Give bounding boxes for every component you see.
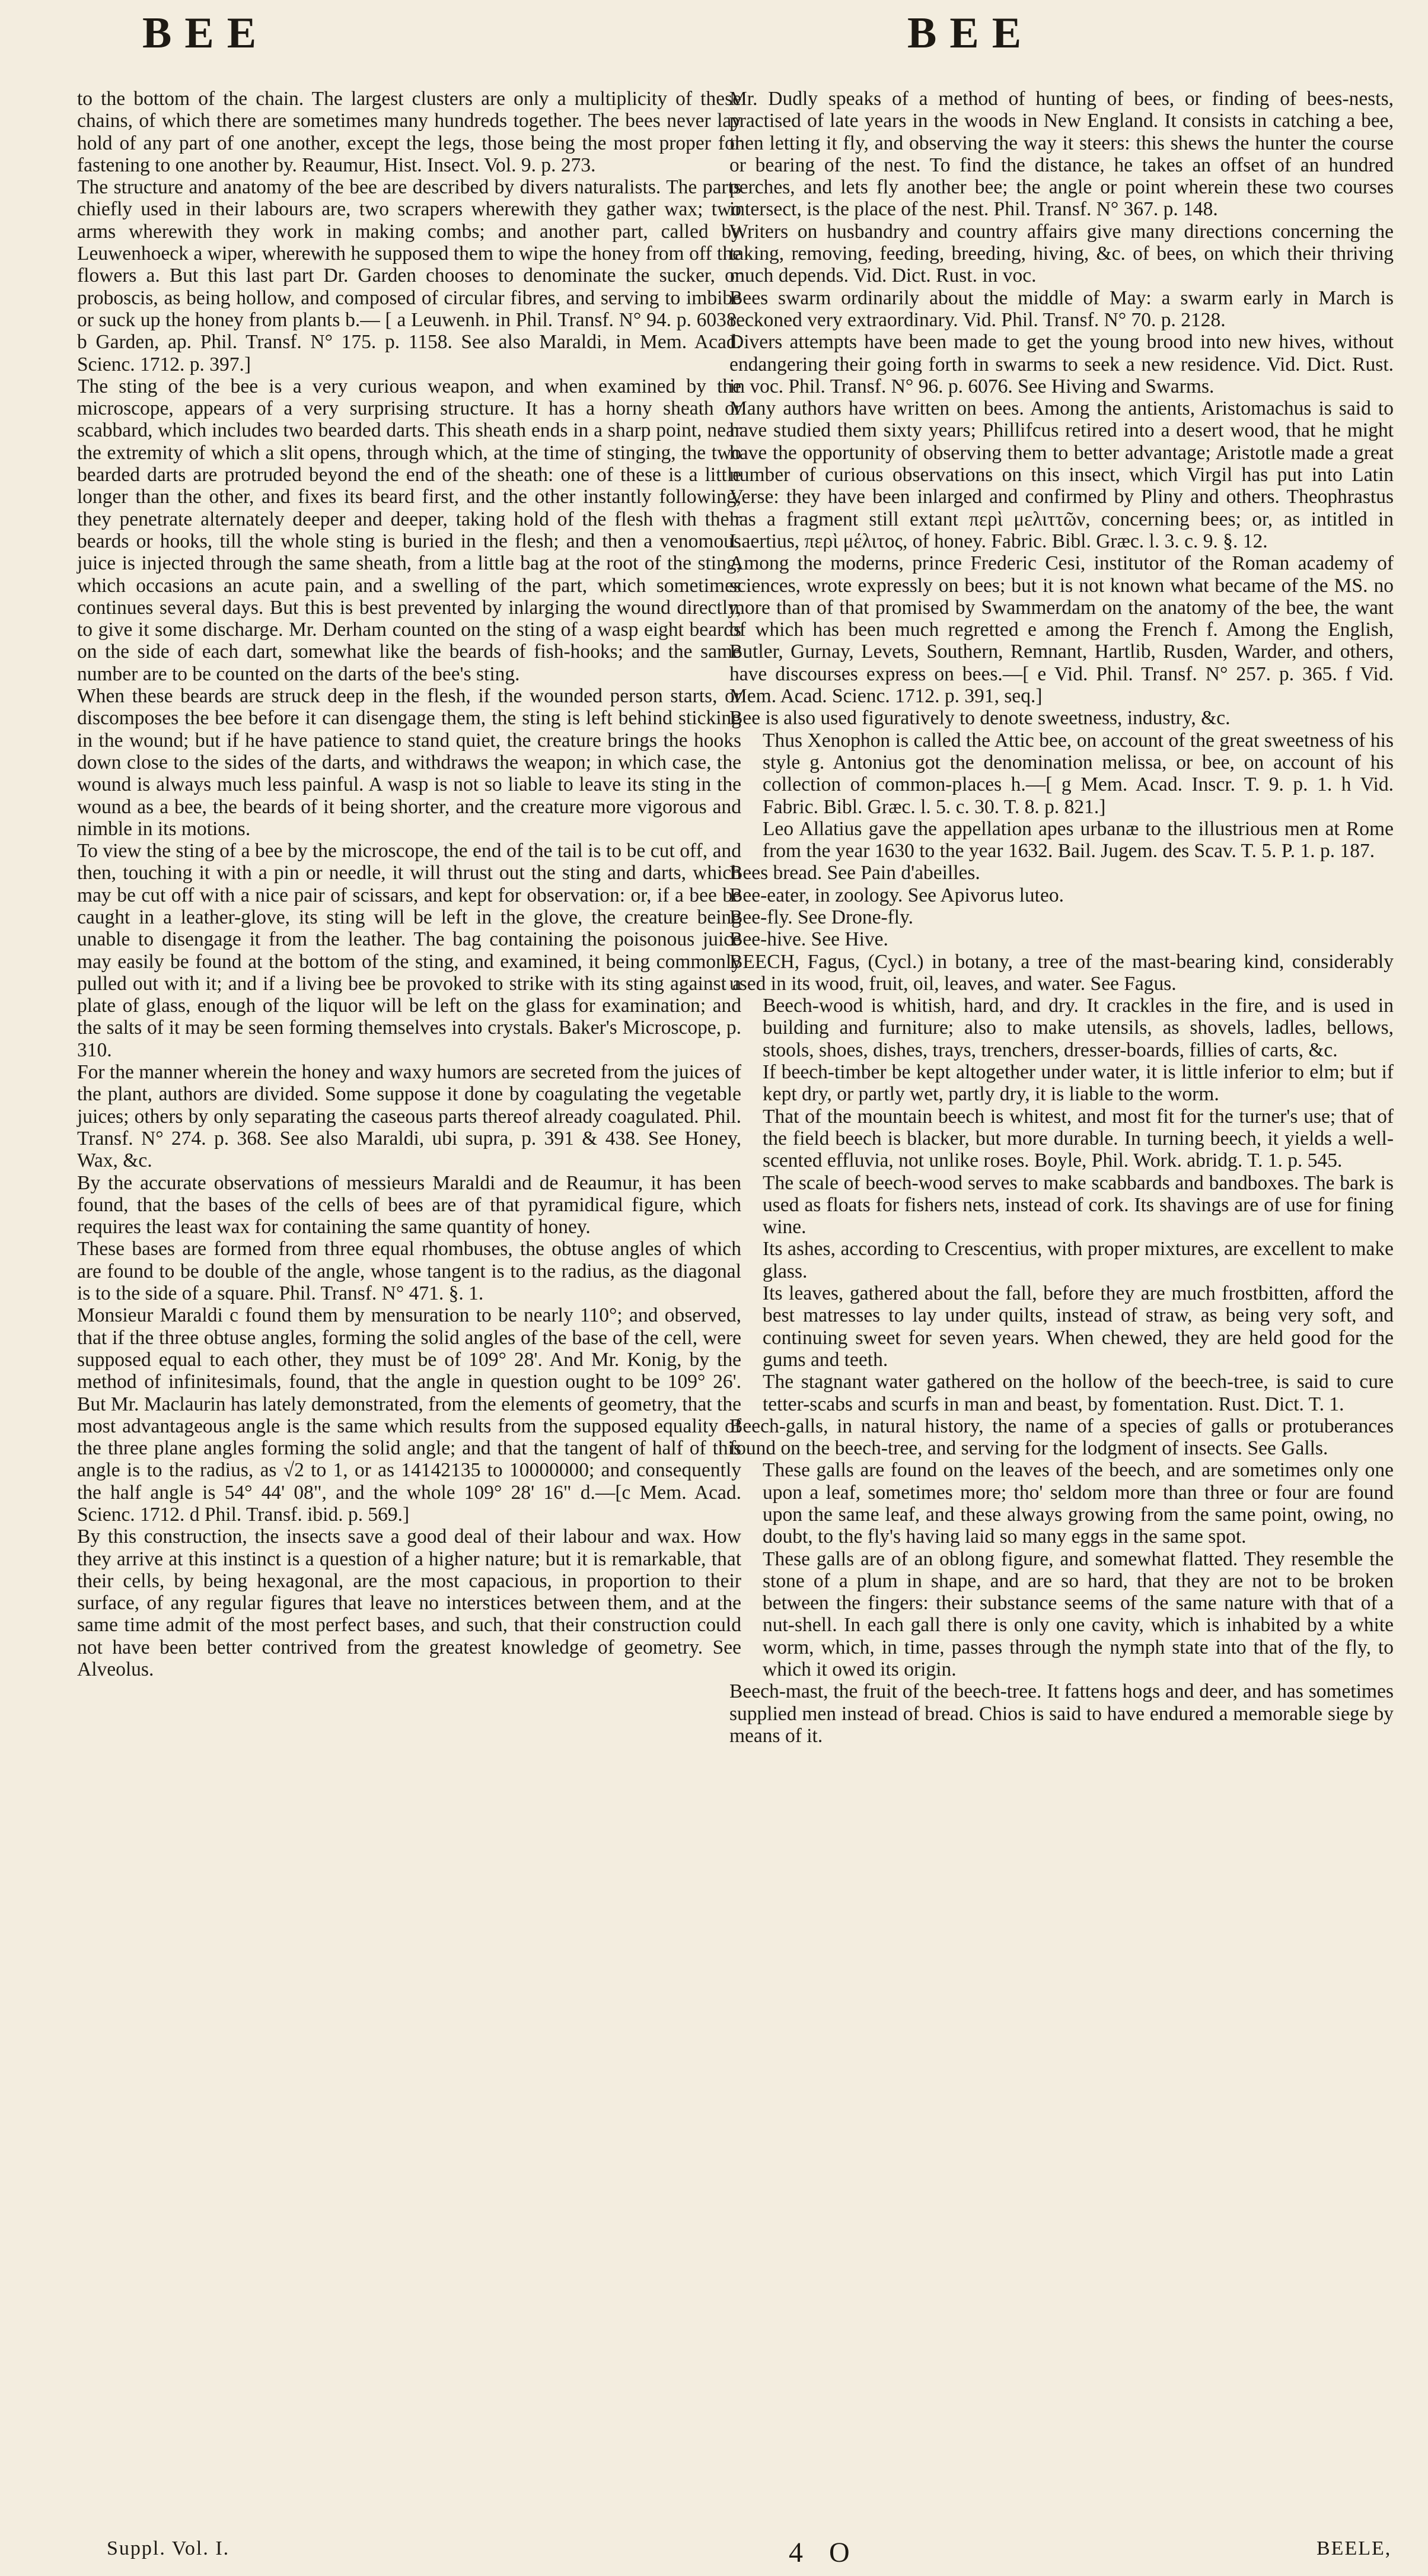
catchword: BEELE,	[1317, 2537, 1392, 2559]
entry-beech-mast: Beech-mast, the fruit of the beech-tree. It fattens hogs and deer, and has sometimes supplied men instead of bread. Chios is said to have endured a memorable siege by means of it.	[729, 1680, 1394, 1747]
running-head-left: BEE	[142, 9, 270, 58]
paragraph: Among the moderns, prince Frederic Cesi, institutor of the Roman academy of sciences, wrote expressly on bees; but it is not known what became of the MS. no more than of that promised by Swammerdam on the anatomy of the bee, the want of which has been much regretted e among the French f. Among the English, Butler, Gurnay, Levets, Southern, Remnant, Hartlib, Rusden, Warder, and others, have discourses express on bees.—[ e Vid. Phil. Transf. N° 257. p. 365. f Vid. Mem. Acad. Scienc. 1712. p. 391, seq.]	[729, 552, 1394, 708]
paragraph: Its leaves, gathered about the fall, before they are much frostbitten, afford the best matresses to lay under quilts, instead of straw, as being very soft, and continuing sweet for seven years. When chewed, they are held good for the gums and teeth.	[763, 1282, 1394, 1371]
paragraph: By this construction, the insects save a good deal of their labour and wax. How they arrive at this instinct is a question of a higher nature; but it is remarkable, that their cells, by being hexagonal, are the most capacious, in proportion to their surface, of any regular figures that leave no interstices between them, and at the same time admit of the most perfect bases, and such, that their construction could not have been better contrived from the greatest knowledge of geometry. See Alveolus.	[77, 1526, 741, 1681]
paragraph: That of the mountain beech is whitest, and most fit for the turner's use; that of the field beech is blacker, but more durable. In turning beech, it yields a well-scented effluvia, not unlike roses. Boyle, Phil. Work. abridg. T. 1. p. 545.	[763, 1105, 1394, 1172]
paragraph: When these beards are struck deep in the flesh, if the wounded person starts, or discomposes the bee before it can disengage them, the sting is left behind sticking in the wound; but if he have patience to stand quiet, the creature brings the hooks down close to the sides of the darts, and withdraws the weapon; in which case, the wound is always much less painful. A wasp is not so liable to leave its sting in the wound as a bee, the beards of it being shorter, and the creature more vigorous and nimble in its motions.	[77, 685, 741, 840]
right-column	[729, 88, 1394, 1747]
paragraph: To view the sting of a bee by the microscope, the end of the tail is to be cut off, and then, touching it with a pin or needle, it will thrust out the sting and darts, which may be cut off with a nice pair of scissars, and kept for observation: or, if a bee be caught in a leather-glove, its sting will be left in the glove, the creature being unable to disengage it from the leather. The bag containing the poisonous juice may easily be found at the bottom of the sting, and examined, it being commonly pulled out with it; and if a living bee be provoked to strike with its sting against a plate of glass, enough of the liquor will be left on the glass for examination; and the salts of it may be seen forming themselves into crystals. Baker's Microscope, p. 310.	[77, 840, 741, 1061]
entry-bee-hive: Bee-hive. See Hive.	[729, 928, 888, 951]
paragraph: Mr. Dudly speaks of a method of hunting of bees, or finding of bees-nests, practised of late years in the woods in New England. It consists in catching a bee, then letting it fly, and observing the way it steers: this shews the hunter the course or bearing of the nest. To find the distance, he takes an offset of an hundred perches, and lets fly another bee; the angle or point wherein these two courses intersect, is the place of the nest. Phil. Transf. N° 367. p. 148.	[729, 88, 1394, 221]
paragraph: By the accurate observations of messieurs Maraldi and de Reaumur, it has been found, that the bases of the cells of bees are of that pyramidical figure, which requires the least wax for containing the same quantity of honey.	[77, 1171, 741, 1238]
paragraph: These bases are formed from three equal rhombuses, the obtuse angles of which are found to be double of the angle, whose tangent is to the radius, as the diagonal is to the side of a square. Phil. Transf. N° 471. §. 1.	[77, 1238, 741, 1305]
paragraph: Thus Xenophon is called the Attic bee, on account of the great sweetness of his style g. Antonius got the denomination melissa, or bee, on account of his collection of common-places h.—[ g Mem. Acad. Inscr. T. 9. p. 1. h Vid. Fabric. Bibl. Græc. l. 5. c. 30. T. 8. p. 821.]	[763, 729, 1394, 818]
paragraph: If beech-timber be kept altogether under water, it is little inferior to elm; but if kept dry, or partly wet, partly dry, it is liable to the worm.	[763, 1061, 1394, 1106]
paragraph: Leo Allatius gave the appellation apes urbanæ to the illustrious men at Rome from the year 1630 to the year 1632. Bail. Jugem. des Scav. T. 5. P. 1. p. 187.	[763, 817, 1394, 862]
paragraph: For the manner wherein the honey and waxy humors are secreted from the juices of the plant, authors are divided. Some suppose it done by coagulating the vegetable juices; others by only separating the caseous parts thereof already coagulated. Phil. Transf. N° 274. p. 368. See also Maraldi, ubi supra, p. 391 & 438. See Honey, Wax, &c.	[77, 1061, 741, 1172]
signature-mark: Suppl. Vol. I.	[107, 2537, 230, 2559]
paragraph: These galls are found on the leaves of the beech, and are sometimes only one upon a leaf, sometimes more; tho' seldom more than three or four are found upon the same leaf, and these always growing from the same point, owing, no doubt, to the fly's having laid so many eggs in the same spot.	[763, 1459, 1394, 1548]
page-signature: 4 O	[789, 2537, 859, 2568]
entry-bee-eater: Bee-eater, in zoology. See Apivorus luteo.	[729, 884, 1064, 906]
paragraph: The stagnant water gathered on the hollow of the beech-tree, is said to cure tetter-scabs and scurfs in man and beast, by fomentation. Rust. Dict. T. 1.	[763, 1371, 1394, 1415]
paragraph: Beech-wood is whitish, hard, and dry. It crackles in the fire, and is used in building and furniture; also to make utensils, as shovels, ladles, bellows, stools, shoes, dishes, trays, trenchers, dresser-boards, fillies of carts, &c.	[763, 995, 1394, 1061]
paragraph: Its ashes, according to Crescentius, with proper mixtures, are excellent to make glass.	[763, 1238, 1394, 1282]
paragraph: The sting of the bee is a very curious weapon, and when examined by the microscope, appears of a very surprising structure. It has a horny sheath or scabbard, which includes two bearded darts. This sheath ends in a sharp point, near the extremity of which a slit opens, through which, at the time of stinging, the two bearded darts are protruded beyond the end of the sheath: one of these is a little longer than the other, and fixes its beard first, and the other instantly following, they penetrate alternately deeper and deeper, taking hold of the flesh with their beards or hooks, till the whole sting is buried in the flesh; and then a venomous juice is injected through the same sheath, from a little bag at the root of the sting, which occasions an acute pain, and a swelling of the part, which sometimes continues several days. But this is best prevented by inlarging the wound directly, to give it some discharge. Mr. Derham counted on the sting of a wasp eight beards on the side of each dart, somewhat like the beards of fish-hooks; and the same number are to be counted on the darts of the bee's sting.	[77, 375, 741, 685]
entry-bee-fly: Bee-fly. See Drone-fly.	[729, 906, 914, 928]
running-head-right: BEE	[907, 9, 1035, 58]
paragraph: Monsieur Maraldi c found them by mensuration to be nearly 110°; and observed, that if the three obtuse angles, forming the solid angles of the base of the cell, were supposed equal to each other, they must be of 109° 28'. And Mr. Konig, by the method of infinitesimals, found, that the angle in question ought to be 109° 26'. But Mr. Maclaurin has lately demonstrated, from the elements of geometry, that the most advantageous angle is the same which results from the supposed equality of the three plane angles forming the solid angle; and that the tangent of half of this angle is to the radius, as √2 to 1, or as 14142135 to 10000000; and consequently the half angle is 54° 44' 08", and the whole 109° 28' 16" d.—[c Mem. Acad. Scienc. 1712. d Phil. Transf. ibid. p. 569.]	[77, 1304, 741, 1526]
entry-bees-bread: Bees bread. See Pain d'abeilles.	[729, 862, 980, 884]
paragraph: Many authors have written on bees. Among the antients, Aristomachus is said to have studied them sixty years; Phillifcus retired into a desert wood, that he might have the opportunity of observing them to better advantage; Aristotle made a great number of curious observations on this insect, which Virgil has put into Latin Verse: they have been inlarged and confirmed by Pliny and others. Theophrastus has a fragment still extant περὶ μελιττῶν, concerning bees; or, as intitled in Laertius, περὶ μέλιτος, of honey. Fabric. Bibl. Græc. l. 3. c. 9. §. 12.	[729, 397, 1394, 552]
paragraph: The scale of beech-wood serves to make scabbards and bandboxes. The bark is used as floats for fishers nets, instead of cork. Its shavings are of use for fining wine.	[763, 1171, 1394, 1238]
paragraph: Divers attempts have been made to get the young brood into new hives, without endangering their going forth in swarms to seek a new residence. Vid. Dict. Rust. in voc. Phil. Transf. N° 96. p. 6076. See Hiving and Swarms.	[729, 331, 1394, 397]
left-column	[77, 88, 741, 1680]
paragraph: Writers on husbandry and country affairs give many directions concerning the taking, removing, feeding, breeding, hiving, &c. of bees, on which their thriving much depends. Vid. Dict. Rust. in voc.	[729, 220, 1394, 287]
entry-bee-figurative: Bee is also used figuratively to denote sweetness, industry, &c.	[729, 707, 1231, 730]
entry-beech-galls: Beech-galls, in natural history, the name of a species of galls or protuberances found on the beech-tree, and serving for the lodgment of insects. See Galls.	[729, 1415, 1394, 1460]
entry-beech: BEECH, Fagus, (Cycl.) in botany, a tree of the mast-bearing kind, considerably used in its wood, fruit, oil, leaves, and water. See Fagus.	[729, 950, 1394, 995]
paragraph: These galls are of an oblong figure, and somewhat flatted. They resemble the stone of a plum in shape, and are so hard, that they are not to be broken between the fingers: their substance seems of the same nature with that of a nut-shell. In each gall there is only one cavity, which is inhabited by a white worm, which, in time, passes through the nymph state into that of the fly, to which it owed its origin.	[763, 1547, 1394, 1681]
paragraph: Bees swarm ordinarily about the middle of May: a swarm early in March is reckoned very extraordinary. Vid. Phil. Transf. N° 70. p. 2128.	[729, 286, 1394, 331]
paragraph: The structure and anatomy of the bee are described by divers naturalists. The parts chiefly used in their labours are, two scrapers wherewith they gather wax; two arms wherewith they work in making combs; and another part, called by Leuwenhoeck a wiper, wherewith he supposed them to wipe the honey from off the flowers a. But this last part Dr. Garden chooses to denominate the sucker, or proboscis, as being hollow, and composed of circular fibres, and serving to imbibe or suck up the honey from plants b.— [ a Leuwenh. in Phil. Transf. N° 94. p. 6038. b Garden, ap. Phil. Transf. N° 175. p. 1158. See also Maraldi, in Mem. Acad. Scienc. 1712. p. 397.]	[77, 176, 741, 375]
paragraph: to the bottom of the chain. The largest clusters are only a multiplicity of these chains, of which there are sometimes many hundreds together. The bees never lay hold of any part of one another, except the legs, those being the most proper for fastening to one another by. Reaumur, Hist. Insect. Vol. 9. p. 273.	[77, 88, 741, 176]
